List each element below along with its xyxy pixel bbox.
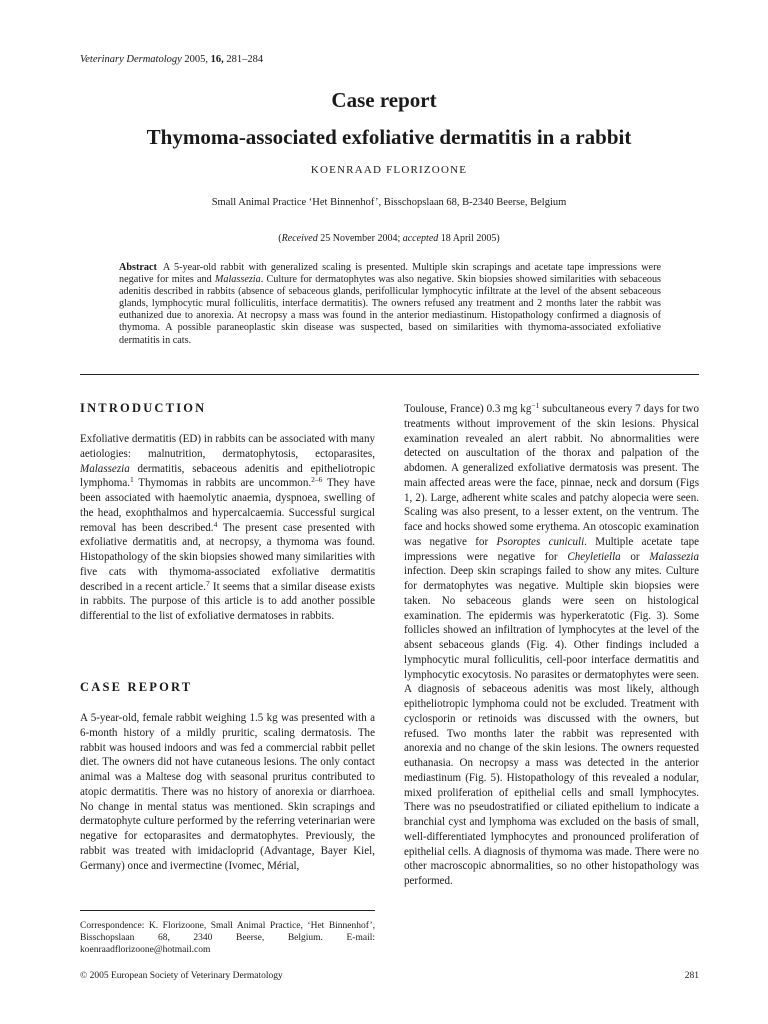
heading-introduction: INTRODUCTION bbox=[80, 401, 207, 415]
author-affiliation: Small Animal Practice ‘Het Binnenhof’, Bisschopslaan 68, B-2340 Beerse, Belgium bbox=[211, 197, 567, 208]
abstract-italic-malassezia: Malassezia bbox=[214, 274, 261, 286]
intro-text-f: It seems that a similar disease exists in rabbits. The purpose of this article is to add another possible differential to the list of exfoliative dermatoses in rabbits. bbox=[80, 580, 376, 622]
ref-4: 7 bbox=[205, 578, 210, 588]
journal-volume: 16, bbox=[210, 54, 224, 65]
rc-text-c: . Multiple acetate tape impressions were negative for bbox=[404, 535, 699, 563]
rc-text-a: Toulouse, France) 0.3 mg kg bbox=[404, 403, 532, 415]
abstract-text-1: A 5-year-old rabbit with generalized scaling is presented. Multiple skin scrapings and acetate tape impressions were negative for mites and bbox=[119, 262, 661, 286]
case-report-body bbox=[80, 711, 375, 873]
ref-1: 1 bbox=[130, 475, 134, 485]
rc-text-d: infection. Deep skin scrapings failed to show any mites. Culture for dermatophytes was negative. Multiple skin biopsies were taken. No sebaceous glands were seen on histological examination. The epidermis was hyperkeratotic (Fig. 3). Some follicles showed an infiltration of lymphocytes at the level of the absent sebaceous glands (Fig. 4). Other findings included a lymphocytic mural folliculitis, cell-poor interface dermatitis and lymphocytic exocytosis. No parasites or dermatophytes were seen. A diagnosis of sebaceous adenitis was most likely, although epitheliotropic lymphoma could not be excluded. Treatment with cyclosporin or retinoids was discussed with the owners, but refused. Two months later the rabbit was represented with anorexia and no change of the skin lesions. The owners requested euthanasia. On necropsy a mass was detected in the anterior mediastinum (Fig. 5). Histopathology of this revealed a nodular, mixed proliferation of epithelial cells and small lymphocytes. There was no pseudostratified or ciliated epithelium to indicate a branchial cyst and lymphoma was excluded on the basis of small, well-differentiated lymphocytes and pronounced proliferation of epithelial cells. A diagnosis of thymoma was made. There were no other macroscopic abnormalities, so no other histopathology was performed. bbox=[404, 565, 699, 887]
accepted-date: 18 April 2005 bbox=[440, 233, 497, 244]
intro-italic-malassezia: Malassezia bbox=[80, 462, 130, 475]
received-dates: (Received 25 November 2004; accepted 18 April 2005) bbox=[278, 233, 500, 244]
rc-italic-malassezia: Malassezia bbox=[649, 550, 700, 563]
article-title: Thymoma-associated exfoliative dermatitis in a rabbit bbox=[146, 125, 632, 149]
case-paragraph: A 5-year-old, female rabbit weighing 1.5 kg was presented with a 6-month history of a mildly pruritic, scaling dermatosis. The rabbit was housed indoors and was fed a commercial rabbit pellet diet. The owners did not have cutaneous lesions. The only contact animal was a Maltese dog with seasonal pruritus contributed to atopic dermatitis. There was no history of anorexia or diarrhoea. No change in mental status was mentioned. Skin scrapings and dermatophyte culture performed by the referring veterinarian were negative for ectoparasites and dermatophytes. Previously, the rabbit was treated with imidacloprid (Advantage, Bayer Kiel, Germany) once and ivermectine (Ivomec, Mérial, bbox=[80, 712, 375, 872]
journal-year: 2005, bbox=[184, 54, 209, 65]
intro-text-a: Exfoliative dermatitis (ED) in rabbits can be associated with many aetiologies: malnutrition, dermatophytosis, ectoparasites, bbox=[80, 433, 375, 460]
case-paragraph-continued bbox=[404, 402, 699, 889]
intro-text-d: They have been associated with haemolytic anaemia, dyspnoea, swelling of the head, exophthalmos and hypercalcaemia. Successful surgical removal has been described. bbox=[80, 477, 376, 534]
intro-paragraph bbox=[80, 432, 375, 624]
abstract-divider bbox=[80, 374, 699, 375]
accepted-label: accepted bbox=[402, 233, 439, 244]
case-report-continued bbox=[404, 402, 699, 889]
journal-pages: 281–284 bbox=[226, 54, 264, 65]
rc-text-or: or bbox=[630, 550, 640, 563]
abstract-label: Abstract bbox=[119, 262, 157, 273]
intro-text-c: Thymomas in rabbits are uncommon. bbox=[138, 477, 312, 490]
introduction-body bbox=[80, 432, 375, 624]
page-number: 281 bbox=[684, 971, 699, 981]
journal-name: Veterinary Dermatology bbox=[80, 54, 182, 65]
abstract-text-2: . Culture for dermatophytes was also negative. Skin biopsies showed similarities with sebaceous adenitis described in rabbits (absence of sebaceous glands, perifollicular lymphocytic infiltrate at the level of the absent sebaceous glands, lymphocytic mural folliculitis, interface dermatitis). The owners refused any treatment and 2 months later the rabbit was euthanized due to anorexia. At necropsy a mass was found in the anterior mediastinum. Histopathology confirmed a diagnosis of thymoma. A possible paraneoplastic skin disease was suspected, based on similarities with thymoma-associated exfoliative dermatitis in cats. bbox=[119, 274, 662, 346]
rc-italic-cheyletiella: Cheyletiella bbox=[567, 550, 621, 563]
article-author: KOENRAAD FLORIZOONE bbox=[310, 164, 468, 176]
unit-exponent: −1 bbox=[531, 401, 540, 410]
intro-text-b: dermatitis, sebaceous adenitis and epitheliotropic lymphoma. bbox=[80, 462, 375, 490]
ref-3: 4 bbox=[213, 519, 218, 529]
footnote-divider bbox=[80, 910, 375, 911]
journal-citation bbox=[80, 54, 263, 65]
copyright-notice: © 2005 European Society of Veterinary Dermatology bbox=[80, 971, 283, 981]
heading-case-report: CASE REPORT bbox=[80, 680, 193, 694]
received-label: Received bbox=[281, 233, 318, 244]
ref-2: 2–6 bbox=[311, 475, 323, 485]
abstract bbox=[119, 262, 661, 347]
received-date: 25 November 2004; bbox=[320, 233, 401, 244]
rc-text-b: subcultaneous every 7 days for two treatments without improvement of the skin lesions. Physical examination revealed an alert rabbit. No abnormalities were detected on auscultation of the thorax and palpation of the abdomen. A generalized exfoliative dermatosis was present. The main affected areas were the face, pinnae, neck and dorsum (Figs 1, 2). Large, adherent white scales and patchy alopecia were seen. Scaling was also present, to a lesser extent, on the ventrum. The face and hocks showed some erythema. An otoscopic examination was negative for bbox=[404, 403, 700, 548]
rc-italic-psoroptes: Psoroptes cuniculi bbox=[496, 535, 585, 548]
section-label: Case report bbox=[331, 88, 437, 112]
correspondence-footnote: Correspondence: K. Florizoone, Small Animal Practice, ‘Het Binnenhof’, Bisschopslaan 68, 2340 Beerse, Belgium. E-mail: koenraadflorizoone@hotmail.com bbox=[80, 921, 375, 956]
intro-text-e: The present case presented with exfoliative dermatitis and, at necropsy, a thymoma was found. Histopathology of the skin biopsies showed many similarities with five cats with thymoma-associated exfoliative dermatitis described in a recent article. bbox=[80, 521, 375, 593]
